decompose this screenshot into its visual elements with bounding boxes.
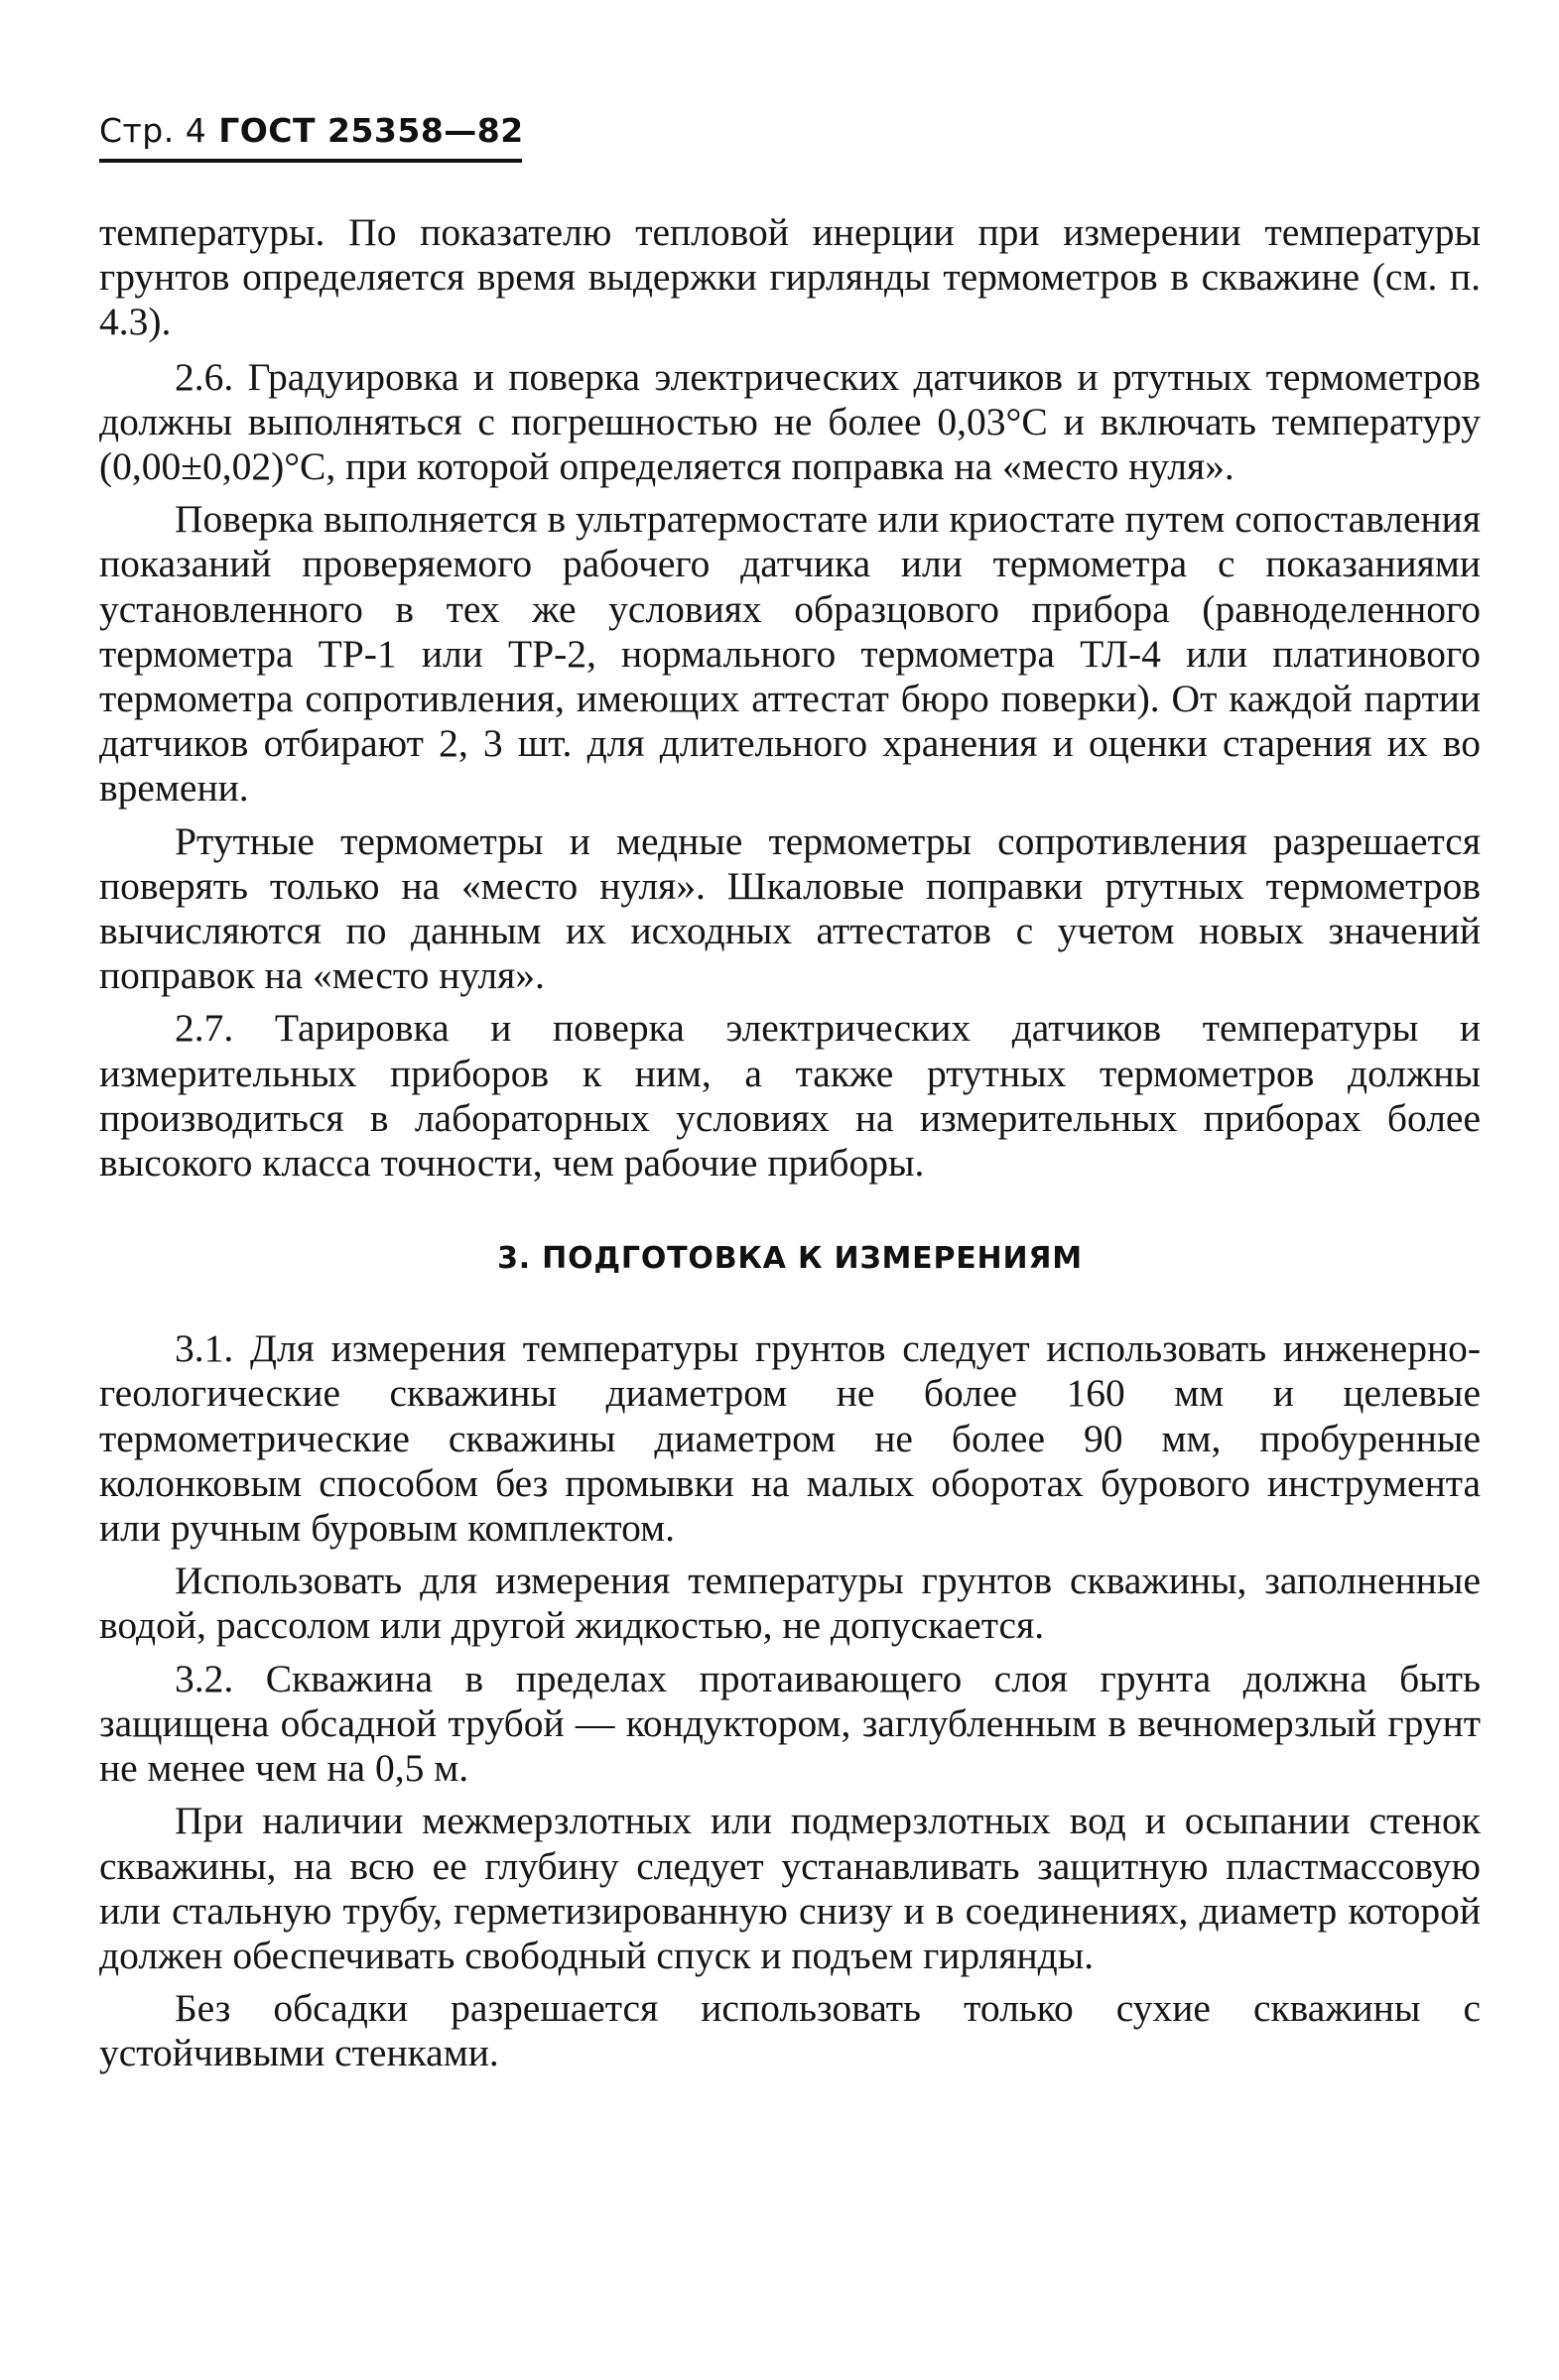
header-rule (99, 159, 522, 163)
body-text (99, 210, 1481, 2084)
running-header (99, 111, 524, 150)
paragraph-3-2: 3.2. Скважина в пределах протаивающего слоя грунта должна быть защищена обсадной трубой — кондуктором, заглубленным в вечномерзлый грунт не менее чем на 0,5 м. (99, 1656, 1481, 1791)
paragraph-2-6: 2.6. Градуировка и поверка электрических датчиков и ртутных термометров должны выполняться с погрешностью не более 0,03°С и включать температуру (0,00±0,02)°С, при которой определяется поправка на «место нуля». (99, 354, 1481, 489)
paragraph-verification: Поверка выполняется в ультратермостате или криостате путем сопоставления показаний проверяемого рабочего датчика или термометра с показаниями установленного в тех же условиях образцового прибора (равноделенного термометра ТР-1 или ТР-2, нормального термометра ТЛ-4 или платинового термометра сопротивления, имеющих аттестат бюро поверки). От каждой партии датчиков отбирают 2, 3 шт. для длительного хранения и оценки старения их во времени. (99, 497, 1481, 811)
paragraph-liquid-prohibited: Использовать для измерения температуры грунтов скважины, заполненные водой, рассолом или другой жидкостью, не допускается. (99, 1559, 1481, 1648)
paragraph-continuation: температуры. По показателю тепловой инерции при измерении температуры грунтов определяется время выдержки гирлянды термометров в скважине (см. п. 4.3). (99, 210, 1481, 344)
paragraph-3-1: 3.1. Для измерения температуры грунтов следует использовать инженерно-геологические скважины диаметром не более 160 мм и целевые термометрические скважины диаметром не более 90 мм, пробуренные колонковым способом без промывки на малых оборотах бурового инструмента или ручным буровым комплектом. (99, 1326, 1481, 1551)
standard-number: ГОСТ 25358—82 (218, 111, 524, 150)
paragraph-groundwater: При наличии межмерзлотных или подмерзлотных вод и осыпании стенок скважины, на всю ее глубину следует устанавливать защитную пластмассовую или стальную трубу, герметизированную снизу и в соединениях, диаметр которой должен обеспечивать свободный спуск и подъем гирлянды. (99, 1799, 1481, 1977)
paragraph-dry-wells: Без обсадки разрешается использовать только сухие скважины с устойчивыми стенками. (99, 1986, 1481, 2075)
page-number: Стр. 4 (99, 111, 207, 150)
paragraph-mercury-thermometers: Ртутные термометры и медные термометры сопротивления разрешается поверять только на «место нуля». Шкаловые поправки ртутных термометров вычисляются по данным их исходных аттестатов с учетом новых значений поправок на «место нуля». (99, 818, 1481, 998)
section-heading: 3. ПОДГОТОВКА К ИЗМЕРЕНИЯМ (497, 1241, 1083, 1277)
paragraph-2-7: 2.7. Тарировка и поверка электрических датчиков температуры и измерительных приборов к ним, а также ртутных термометров должны производиться в лабораторных условиях на измерительных приборах более высокого класса точности, чем рабочие приборы. (99, 1006, 1481, 1186)
